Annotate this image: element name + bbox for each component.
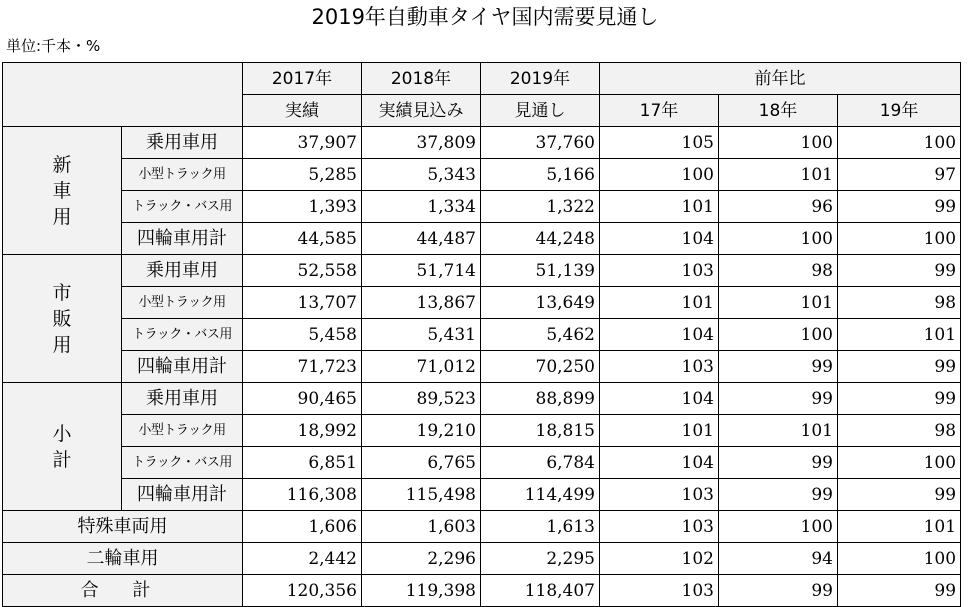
cell-yoy18: 96 [719,191,838,223]
table-row [3,159,961,191]
row-label: 四輪車用計 [122,479,243,511]
cell-yoy17: 103 [600,511,719,543]
table-row [3,351,961,383]
cell-yoy18: 100 [719,319,838,351]
cell-yoy19: 99 [838,479,961,511]
cell-yoy17: 104 [600,319,719,351]
row-label: トラック・バス用 [122,447,243,479]
cell-yoy19: 101 [838,319,961,351]
cell-2018: 1,334 [362,191,481,223]
cell-yoy18: 100 [719,223,838,255]
group-char: 計 [52,448,72,471]
cell-yoy17: 105 [600,127,719,159]
cell-yoy18: 99 [719,479,838,511]
cell-2019: 114,499 [481,479,600,511]
group-char: 車 [52,179,72,202]
row-label: 小型トラック用 [122,159,243,191]
cell-2018: 2,296 [362,543,481,575]
group-char: 用 [52,205,72,228]
header-2017-sub: 実績 [243,95,362,127]
row-label-total: 合 計 [3,575,243,607]
cell-2017: 2,442 [243,543,362,575]
table-row [3,191,961,223]
table-row-total [3,575,961,607]
cell-yoy19: 97 [838,159,961,191]
group-char: 新 [52,153,72,176]
cell-2019: 51,139 [481,255,600,287]
cell-2019: 37,760 [481,127,600,159]
row-label-twowheel: 二輪車用 [3,543,243,575]
header-yoy-18: 18年 [719,95,838,127]
cell-2018: 119,398 [362,575,481,607]
table-row [3,479,961,511]
table-row [3,223,961,255]
group-label-new [3,127,122,255]
row-label: 乗用車用 [122,383,243,415]
cell-2019: 6,784 [481,447,600,479]
table-row [3,447,961,479]
row-label: 小型トラック用 [122,415,243,447]
cell-2018: 44,487 [362,223,481,255]
cell-yoy19: 99 [838,255,961,287]
cell-2017: 37,907 [243,127,362,159]
cell-2019: 88,899 [481,383,600,415]
cell-yoy18: 99 [719,575,838,607]
cell-yoy18: 101 [719,287,838,319]
cell-2018: 37,809 [362,127,481,159]
cell-yoy19: 101 [838,511,961,543]
row-label: 四輪車用計 [122,351,243,383]
header-yoy-19: 19年 [838,95,961,127]
cell-2018: 1,603 [362,511,481,543]
cell-2017: 116,308 [243,479,362,511]
cell-2018: 5,431 [362,319,481,351]
cell-yoy19: 100 [838,127,961,159]
cell-yoy17: 100 [600,159,719,191]
cell-2019: 5,166 [481,159,600,191]
group-label-subtotal [3,383,122,511]
header-2017-year: 2017年 [243,63,362,95]
cell-yoy17: 103 [600,575,719,607]
cell-2019: 5,462 [481,319,600,351]
cell-yoy17: 101 [600,191,719,223]
row-label: トラック・バス用 [122,319,243,351]
cell-yoy17: 102 [600,543,719,575]
table-row [3,415,961,447]
cell-2018: 19,210 [362,415,481,447]
header-row-1 [3,63,961,95]
cell-2019: 70,250 [481,351,600,383]
group-label-market [3,255,122,383]
cell-2019: 1,613 [481,511,600,543]
cell-yoy17: 103 [600,351,719,383]
cell-2018: 51,714 [362,255,481,287]
cell-2019: 2,295 [481,543,600,575]
cell-2017: 71,723 [243,351,362,383]
cell-yoy17: 101 [600,415,719,447]
page-title: 2019年自動車タイヤ国内需要見通し [311,5,659,29]
table-row [3,287,961,319]
table-row [3,319,961,351]
cell-2017: 6,851 [243,447,362,479]
cell-yoy18: 98 [719,255,838,287]
cell-2017: 52,558 [243,255,362,287]
unit-label: 単位:千本・% [6,37,101,55]
cell-yoy19: 99 [838,351,961,383]
header-yoy: 前年比 [600,63,961,95]
cell-2017: 90,465 [243,383,362,415]
cell-2019: 18,815 [481,415,600,447]
cell-yoy18: 100 [719,127,838,159]
cell-yoy18: 99 [719,383,838,415]
cell-yoy17: 103 [600,479,719,511]
header-corner [3,63,243,127]
cell-yoy19: 100 [838,223,961,255]
cell-2017: 44,585 [243,223,362,255]
cell-2018: 6,765 [362,447,481,479]
table-row [3,127,961,159]
row-label: 四輪車用計 [122,223,243,255]
cell-2018: 71,012 [362,351,481,383]
table-row [3,255,961,287]
cell-2017: 5,458 [243,319,362,351]
group-char: 小 [52,422,72,445]
cell-yoy18: 100 [719,511,838,543]
cell-yoy17: 104 [600,447,719,479]
cell-2017: 1,393 [243,191,362,223]
group-char: 市 [52,281,72,304]
row-label-special: 特殊車両用 [3,511,243,543]
table-row-special [3,511,961,543]
row-label: トラック・バス用 [122,191,243,223]
header-yoy-17: 17年 [600,95,719,127]
cell-yoy19: 99 [838,191,961,223]
table-row [3,383,961,415]
demand-table [2,62,961,607]
row-label: 小型トラック用 [122,287,243,319]
cell-2017: 18,992 [243,415,362,447]
cell-2019: 13,649 [481,287,600,319]
cell-yoy19: 99 [838,383,961,415]
header-2018-year: 2018年 [362,63,481,95]
group-char: 販 [52,307,72,330]
cell-2019: 44,248 [481,223,600,255]
cell-yoy19: 98 [838,287,961,319]
table-row-twowheel [3,543,961,575]
cell-yoy18: 94 [719,543,838,575]
row-label: 乗用車用 [122,127,243,159]
cell-yoy17: 103 [600,255,719,287]
cell-2018: 5,343 [362,159,481,191]
cell-2017: 13,707 [243,287,362,319]
cell-yoy19: 98 [838,415,961,447]
header-2018-sub: 実績見込み [362,95,481,127]
cell-yoy19: 100 [838,447,961,479]
group-char: 用 [52,333,72,356]
header-2019-year: 2019年 [481,63,600,95]
cell-yoy18: 99 [719,447,838,479]
cell-yoy19: 100 [838,543,961,575]
cell-yoy17: 101 [600,287,719,319]
cell-2019: 118,407 [481,575,600,607]
header-2019-sub: 見通し [481,95,600,127]
cell-2017: 120,356 [243,575,362,607]
cell-2018: 13,867 [362,287,481,319]
cell-2018: 89,523 [362,383,481,415]
cell-yoy17: 104 [600,383,719,415]
cell-2017: 1,606 [243,511,362,543]
cell-2017: 5,285 [243,159,362,191]
cell-2019: 1,322 [481,191,600,223]
cell-yoy19: 99 [838,575,961,607]
cell-yoy18: 101 [719,415,838,447]
cell-2018: 115,498 [362,479,481,511]
cell-yoy18: 101 [719,159,838,191]
cell-yoy18: 99 [719,351,838,383]
row-label: 乗用車用 [122,255,243,287]
cell-yoy17: 104 [600,223,719,255]
